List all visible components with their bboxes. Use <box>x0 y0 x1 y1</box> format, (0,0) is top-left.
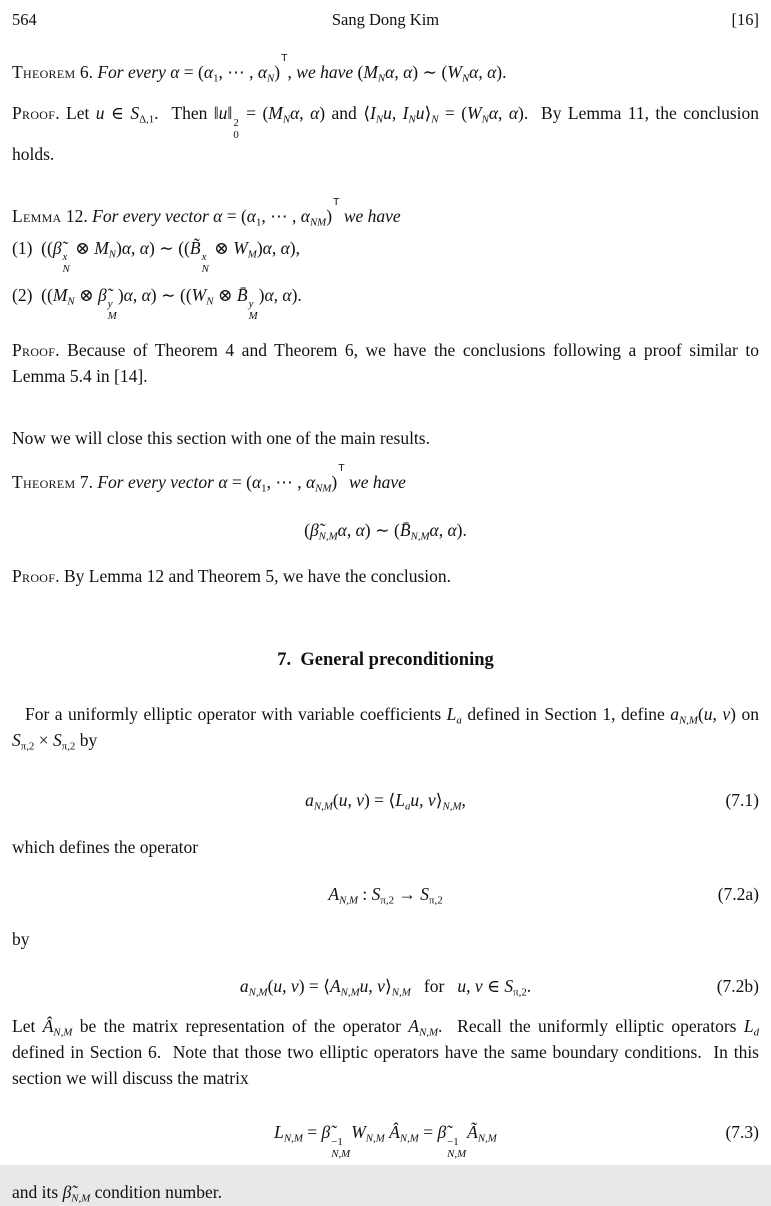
closing-remark: Now we will close this section with one of the main results. <box>12 428 430 448</box>
equation-number: (7.1) <box>725 790 759 811</box>
equation-number: (7.2a) <box>717 883 759 904</box>
lemma-12-item-2: (2) (($M_N$ ⊗ β̃ y M )α, α) ∼ (($W_N$ ⊗ B̄ y M )α, α). <box>12 284 302 323</box>
equation-number: (7.3) <box>725 1122 759 1143</box>
running-title: Sang Dong Kim <box>331 10 440 29</box>
para-matrix-representation: Let $Â_{N,M}$ be the matrix representation of the operator $A_{N,M}$. Recall the uniformly elliptic operators $L_d$ defined in Section 6. Note that those two elliptic operators have the same boundary conditions. In this section we will discuss the matrix <box>12 1015 759 1088</box>
para-by: by <box>12 929 30 949</box>
equation-7-2a <box>12 881 759 907</box>
equation-7-3 <box>12 1119 759 1160</box>
theorem-6: Theorem 6. For every $\alpha = (\alpha_1$, ⋯ , $\alpha_N)^T$, we have ($M_N\alpha$, α) ∼ ($W_N\alpha$, α). <box>12 51 507 84</box>
page-number: 564 <box>12 10 37 29</box>
proof-theorem-7: Proof. By Lemma 12 and Theorem 5, we have the conclusion. <box>12 565 451 586</box>
lemma-12: Lemma 12. For every vector $\alpha = (\alpha_1$, ⋯ , $\alpha_{NM})^T$ we have <box>12 196 401 229</box>
equation-number: (7.2b) <box>716 976 759 997</box>
reference-mark: [16] <box>731 10 759 29</box>
proof-lemma-12: Proof. Because of Theorem 4 and Theorem 6, we have the conclusions following a proof similar to Lemma 5.4 in [14]. <box>12 339 759 386</box>
equation-7-2b <box>12 973 759 999</box>
equation-body: $L_{N,M}$ = β̃ −1 N,M $W_{N,M}$ $Â_{N,M}$ = β̃ −1 N,M $Ã_{N,M}$ <box>274 1122 497 1161</box>
equation-7-1 <box>12 787 759 813</box>
lemma-12-item-1: (1) ((β̃ x N ⊗ $M_N)\alpha$, α) ∼ ((B̃ x N ⊗ $W_M)\alpha$, α), <box>12 237 300 276</box>
equation-body: $a_{N,M}(u$, $v) = ⟨A_{N,M}u$, $v⟩_{N,M}$ for u, v ∈ $S_{\pi,2}$. <box>239 976 532 999</box>
para-elliptic-operator: For a uniformly elliptic operator with variable coefficients $L_a$ defined in Section 1, define $a_{N,M}(u$, v) on $S_{\pi,2} \times S_{\pi,2}$ by <box>12 703 759 753</box>
theorem-7-equation <box>12 517 759 543</box>
equation-body: $A_{N,M}$ : $S_{\pi,2} \to S_{\pi,2}$ <box>328 883 443 906</box>
para-which-defines: which defines the operator <box>12 836 199 857</box>
equation-body: $a_{N,M}(u$, $v) = ⟨L_au$, $v⟩_{N,M}$, <box>305 790 466 813</box>
equation-body: ($\betã_{N,M}\alpha$, α) ∼ ($B̄_{N,M}\alpha$, α). <box>304 519 467 542</box>
page-header <box>12 8 759 33</box>
theorem-7: Theorem 7. For every vector $\alpha = (\alpha_1$, ⋯ , $\alpha_{NM})^T$ we have <box>12 462 406 495</box>
para-condition-number: and its $\betã_{N,M}$ condition number. <box>12 1182 222 1205</box>
section-heading: 7. General preconditioning <box>277 650 494 670</box>
proof-theorem-6: Proof. Let u ∈ $S_{\Delta,1}$. Then ‖u‖ 2 0 = ($M_N\alpha$, α) and $⟨I_Nu$, $I_Nu⟩_N = (W_N\alpha$, α). By Lemma 11, the conclusion holds. <box>12 103 760 164</box>
